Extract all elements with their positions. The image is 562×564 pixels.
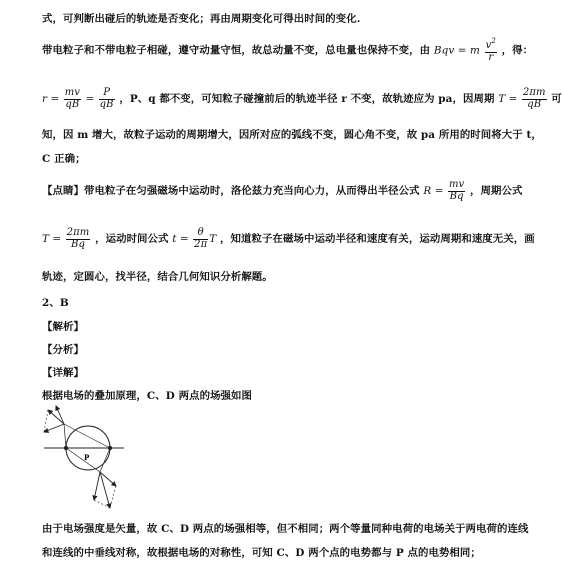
- line-charge-to-c-left: [64, 424, 66, 448]
- label-p: P: [84, 453, 90, 462]
- line-6-text-b: ，周期公式: [470, 185, 523, 197]
- line-charge-to-d-left: [66, 448, 100, 472]
- formula-lhs: Bqv: [433, 44, 455, 57]
- fraction-theta-over-2pi: [193, 228, 208, 250]
- section-analysis: [42, 318, 84, 333]
- line-8-text: 轨迹，定圆心，找半径，结合几何知识分析解题。: [42, 271, 273, 283]
- text-line-8: [42, 268, 273, 283]
- text-line-4: [42, 126, 542, 141]
- fraction-mv-over-qB: [64, 88, 81, 110]
- fraction-numerator: [485, 38, 497, 53]
- line-charge-to-c-right: [64, 424, 110, 448]
- section-breakdown-label: 【分析】: [42, 344, 84, 356]
- symbol-r: r: [42, 93, 48, 105]
- answer-number: [42, 294, 69, 309]
- fraction-denominator: qB: [527, 98, 542, 110]
- field-vector-c2: [44, 424, 64, 432]
- symbol-T: T: [42, 233, 50, 245]
- line-6-text-a: 【点睛】带电粒子在匀强磁场中运动时，洛伦兹力充当向心力，从而得出半径公式: [42, 185, 420, 197]
- line-2-text-b: ，得：: [501, 44, 534, 57]
- line-5-text: C 正确；: [42, 153, 86, 165]
- line-7-text-b: ，知道粒子在磁场中运动半径和速度有关，运动周期和速度无关，画: [220, 233, 535, 245]
- fraction-denominator: qB: [99, 98, 114, 110]
- fraction-denominator: r: [488, 51, 494, 63]
- line-14-text: 由于电场强度是矢量，故 C、D 两点的场强相等，但不相同；两个等量同种电荷的电场关于两电荷的连线: [42, 523, 529, 535]
- text-line-5: [42, 150, 86, 165]
- superscript-2: 2: [491, 37, 496, 45]
- fraction-numerator: 2πm: [522, 87, 546, 98]
- field-resultant-d: [100, 472, 110, 508]
- parallelogram-d-1: [110, 486, 116, 508]
- answer-text: 2、B: [42, 297, 69, 309]
- fraction-2pim-over-Bq: [66, 228, 91, 250]
- section-breakdown: [42, 341, 84, 356]
- section-detail: [42, 364, 84, 379]
- fraction-numerator: mv: [64, 87, 81, 98]
- formula-eq: = m: [454, 44, 480, 57]
- text-line-3: r = $\frac{mv}{qB}$ = $\frac{P}{qB}$ ，P、q 都不变，可知粒子碰撞前后的轨迹半径 r 不变，故轨迹应为 pa，因周期 T = $\frac{2\pi m}{qB}$ 可: [42, 87, 562, 110]
- text-line-2: [42, 38, 533, 63]
- symbol-T-2: T: [209, 233, 217, 245]
- line-2-text-a: 带电粒子和不带电粒子相碰，遵守动量守恒，故总动量不变，总电量也保持不变，由: [42, 44, 431, 57]
- fraction-denominator: Bq: [449, 190, 464, 202]
- fraction-denominator: 2π: [194, 238, 208, 250]
- line-3-text-b: 可: [551, 93, 562, 105]
- line-charge-to-d-right: [100, 448, 110, 472]
- field-resultant-c: [56, 406, 64, 424]
- line-7-text-a: ，运动时间公式: [95, 233, 169, 245]
- symbol-t: t: [172, 233, 177, 245]
- fraction-2pim-over-qB: [522, 88, 547, 110]
- symbol-T: T: [498, 93, 506, 105]
- fraction-v2-over-r: [485, 38, 497, 63]
- text-line-1: [42, 10, 360, 25]
- line-3-text-a: ，P、q 都不变，可知粒子碰撞前后的轨迹半径 r 不变，故轨迹应为 pa，因周期: [119, 93, 495, 105]
- fraction-denominator: qB: [65, 98, 80, 110]
- fraction-numerator: P: [99, 88, 115, 100]
- text-line-14: [42, 520, 529, 535]
- text-line-13: [42, 387, 252, 402]
- electric-field-diagram: [40, 404, 140, 514]
- line-15-text: 和连线的中垂线对称，故根据电场的对称性，可知 C、D 两个点的电势都与 P 点的电势相同；: [42, 547, 481, 559]
- fraction-numerator: mv: [448, 179, 465, 190]
- text-line-6: 【点睛】带电粒子在匀强磁场中运动时，洛伦兹力充当向心力，从而得出半径公式 R = $\frac{mv}{Bq}$ ，周期公式: [42, 179, 523, 202]
- parallelogram-c: [44, 410, 48, 432]
- fraction-numerator: θ: [193, 228, 208, 240]
- line-13-text: 根据电场的叠加原理，C、D 两点的场强如图: [42, 390, 253, 402]
- line-1-text: 式，可判断出碰后的轨迹是否变化；再由周期变化可得出时间的变化.: [42, 13, 361, 25]
- section-analysis-label: 【解析】: [42, 321, 84, 333]
- field-vector-d2: [94, 472, 100, 500]
- fraction-denominator: Bq: [71, 238, 85, 250]
- numerator-v: v: [485, 40, 492, 51]
- fraction-P-over-qB: [99, 88, 115, 110]
- section-detail-label: 【详解】: [42, 367, 84, 379]
- text-line-7: T = $\frac{2\pi m}{Bq}$ ，运动时间公式 t = $\frac{\theta}{2\pi}$ T ，知道粒子在磁场中运动半径和速度有关，运动周期和速度无关，画: [42, 227, 535, 250]
- fraction-mv-over-Bq: [448, 180, 465, 202]
- symbol-R: R: [423, 185, 432, 197]
- parallelogram-d-2: [94, 500, 110, 508]
- fraction-numerator: 2πm: [66, 227, 90, 238]
- text-line-15: [42, 544, 481, 559]
- line-4-text: 知，因 m 增大，故粒子运动的周期增大，因所对应的弧线不变，圆心角不变，故 pa 所用的时间将大于 t，: [42, 129, 542, 141]
- field-vector-c1: [48, 410, 64, 424]
